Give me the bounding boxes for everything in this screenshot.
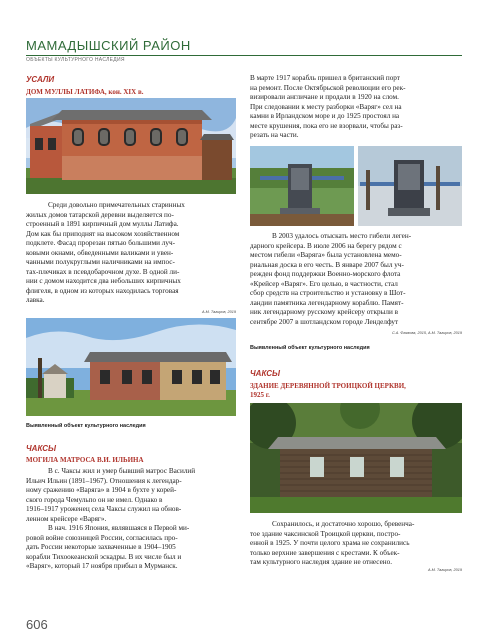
object-title-church: ЗДАНИЕ ДЕРЕВЯННОЙ ТРОИЦКОЙ ЦЕРКВИ, bbox=[250, 382, 406, 390]
object-title-church-year: 1925 г. bbox=[250, 391, 270, 399]
header-rule bbox=[26, 55, 462, 56]
locality-heading-usali: УСАЛИ bbox=[26, 75, 55, 84]
page-number: 606 bbox=[26, 617, 48, 632]
locality-heading-chaksy-right: ЧАКСЫ bbox=[250, 369, 281, 378]
paragraph-church: Сохранилось, и достаточно хорошо, бревенча- тое здание чаксинской Троицкой церкви, постро- енной в 1925. У почти целого храма не сохранились только верхние завершения с крестами. К объек- там культурного наследия здание не отнесено. bbox=[250, 520, 415, 567]
photo-credit-latif: А.М. Тагиров, 2019 bbox=[202, 310, 236, 314]
photo-ilyin-grave-1 bbox=[250, 146, 354, 226]
section-subtitle: ОБЪЕКТЫ КУЛЬТУРНОГО НАСЛЕДИЯ bbox=[26, 57, 125, 63]
object-title-latif-house: ДОМ МУЛЛЫ ЛАТИФА, кон. XIX в. bbox=[26, 88, 144, 96]
paragraph-latif-house: Среди довольно примечательных старинных жилых домов татарской деревни выделяется по- строенный в 1891 кирпичный дом муллы Латифа. Дом как бы приподнят на высоком хозяйственном подклете. Фасад прорезан пятью большими луч- ковыми окнами, обведенными валиками и увен- чанными полукруглыми наличниками на импос- тах-плечиках в псевдобарочном духе. В одной ли- нии с домом находится два небольших кирпичных флигеля, в одном из которых находилась торговая лавка. bbox=[26, 201, 185, 305]
region-title: МАМАДЫШСКИЙ РАЙОН bbox=[26, 38, 191, 53]
photo-credit-grave: С.А. Фаязова, 2015, А.М. Тагиров, 2019 bbox=[391, 331, 462, 335]
photo-ilyin-grave-2 bbox=[358, 146, 462, 226]
locality-heading-chaksy-left: ЧАКСЫ bbox=[26, 444, 57, 453]
status-label-ilyin: Выявленный объект культурного наследия bbox=[26, 423, 146, 429]
object-title-ilyin-grave: МОГИЛА МАТРОСА В.И. ИЛЬИНА bbox=[26, 456, 144, 464]
paragraph-ilyin: В с. Чаксы жил и умер бывший матрос Василий Ильич Ильин (1891–1967). Отношения к легендар- ному сражению «Варяга» в 1904 в бухте у корей- ского города Чемульпо он не имел. Однако в 1916–1917 уроженец села Чаксы служил на обнов- ленном крейсере «Варяг». В нач. 1916 Япония, являвшаяся в Первой ми- ровой войне союзницей России, согласилась про- дать России некоторые захваченные в 1904–1905 корабли Тихоокеанской эскадры. В их числе был и «Варяг», который 17 ноября прибыл в Мурманск. bbox=[26, 467, 196, 571]
photo-trinity-church bbox=[250, 403, 462, 513]
photo-latif-house bbox=[26, 98, 236, 194]
photo-latif-outbuildings bbox=[26, 318, 236, 416]
status-label-church: Выявленный объект культурного наследия bbox=[250, 345, 370, 351]
paragraph-varyag-memorial: В 2003 удалось отыскать место гибели леген- дарного крейсера. В июле 2006 на берегу рядом с местом гибели «Варяга» была установлена мемо- риальная доска в его честь. В январе 2007 был уч- режден фонд поддержки Военно-морского флота «Крейсер «Варяг». Его целью, в частности, стал сбор средств на строительство и установку в Шот- ландии памятника легендарному кораблю. Памят- ник легендарному русскому крейсеру открыли в сентябре 2007 в шотландском городе Ленделфут bbox=[250, 232, 412, 326]
photo-credit-church: А.М. Тагиров, 2019 bbox=[428, 568, 462, 572]
paragraph-varyag-fate: В марте 1917 корабль пришел в британский порт на ремонт. После Октябрьской революции его рек- визировали англичане и продали в 1920 на слом. При следовании к месту разборки «Варяг» сел на камни в Ирландском море и до 1925 простоял на месте крушения, пока его не взорвали, чтобы раз- резать на части. bbox=[250, 74, 406, 140]
